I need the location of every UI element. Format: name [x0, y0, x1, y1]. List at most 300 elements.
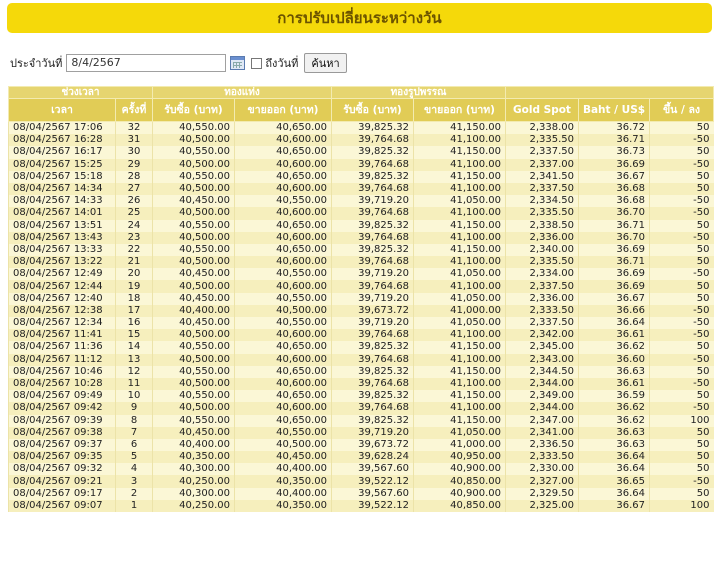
cell-ornament-sell: 41,100.00	[414, 183, 506, 195]
cell-bar-buy: 40,550.00	[153, 390, 235, 402]
cell-time: 08/04/2567 12:34	[9, 317, 116, 329]
cell-bar-sell: 40,350.00	[235, 500, 332, 512]
cell-bar-sell: 40,600.00	[235, 354, 332, 366]
table-row	[9, 159, 714, 171]
cell-ornament-sell: 41,100.00	[414, 232, 506, 244]
cell-baht-usd: 36.68	[579, 195, 650, 207]
cell-bar-sell: 40,500.00	[235, 305, 332, 317]
cell-round: 12	[116, 366, 153, 378]
cell-change: 100	[650, 415, 714, 427]
cell-change: 50	[650, 341, 714, 353]
cell-bar-sell: 40,650.00	[235, 122, 332, 135]
cell-round: 28	[116, 171, 153, 183]
table-row	[9, 207, 714, 219]
cell-baht-usd: 36.67	[579, 293, 650, 305]
cell-baht-usd: 36.62	[579, 415, 650, 427]
group-header-blank	[506, 87, 714, 99]
cell-bar-sell: 40,650.00	[235, 146, 332, 158]
cell-baht-usd: 36.67	[579, 171, 650, 183]
cell-bar-sell: 40,600.00	[235, 232, 332, 244]
cell-baht-usd: 36.62	[579, 402, 650, 414]
cell-ornament-sell: 41,100.00	[414, 134, 506, 146]
cell-change: 50	[650, 244, 714, 256]
cell-ornament-buy: 39,825.32	[332, 146, 414, 158]
cell-bar-buy: 40,450.00	[153, 195, 235, 207]
cell-gold-spot: 2,333.50	[506, 305, 579, 317]
cell-baht-usd: 36.71	[579, 256, 650, 268]
cell-gold-spot: 2,344.00	[506, 378, 579, 390]
cell-time: 08/04/2567 09:32	[9, 463, 116, 475]
cell-baht-usd: 36.60	[579, 354, 650, 366]
cell-time: 08/04/2567 11:41	[9, 329, 116, 341]
table-row	[9, 354, 714, 366]
cell-bar-sell: 40,600.00	[235, 378, 332, 390]
cell-bar-sell: 40,350.00	[235, 475, 332, 487]
col-header-gold-spot: Gold Spot	[506, 99, 579, 122]
cell-gold-spot: 2,338.00	[506, 122, 579, 135]
cell-round: 16	[116, 317, 153, 329]
cell-bar-sell: 40,600.00	[235, 183, 332, 195]
table-row	[9, 171, 714, 183]
cell-round: 27	[116, 183, 153, 195]
col-header-change: ขึ้น / ลง	[650, 99, 714, 122]
cell-ornament-buy: 39,719.20	[332, 317, 414, 329]
cell-gold-spot: 2,337.50	[506, 280, 579, 292]
cell-baht-usd: 36.65	[579, 475, 650, 487]
column-header-row	[9, 99, 714, 122]
cell-ornament-sell: 41,100.00	[414, 159, 506, 171]
cell-ornament-buy: 39,628.24	[332, 451, 414, 463]
cell-ornament-buy: 39,825.32	[332, 341, 414, 353]
cell-round: 2	[116, 488, 153, 500]
cell-round: 29	[116, 159, 153, 171]
table-row	[9, 341, 714, 353]
cell-bar-buy: 40,550.00	[153, 220, 235, 232]
cell-ornament-sell: 41,050.00	[414, 293, 506, 305]
cell-baht-usd: 36.68	[579, 183, 650, 195]
cell-time: 08/04/2567 14:34	[9, 183, 116, 195]
cell-gold-spot: 2,334.00	[506, 268, 579, 280]
cell-bar-buy: 40,250.00	[153, 500, 235, 512]
cell-ornament-sell: 41,100.00	[414, 280, 506, 292]
cell-round: 19	[116, 280, 153, 292]
cell-bar-buy: 40,450.00	[153, 293, 235, 305]
cell-ornament-sell: 41,150.00	[414, 366, 506, 378]
cell-bar-sell: 40,550.00	[235, 195, 332, 207]
cell-gold-spot: 2,342.00	[506, 329, 579, 341]
cell-ornament-sell: 41,100.00	[414, 329, 506, 341]
cell-ornament-buy: 39,764.68	[332, 280, 414, 292]
cell-bar-buy: 40,450.00	[153, 317, 235, 329]
cell-gold-spot: 2,345.00	[506, 341, 579, 353]
cell-bar-sell: 40,650.00	[235, 220, 332, 232]
price-change-table	[8, 86, 714, 512]
cell-bar-sell: 40,650.00	[235, 366, 332, 378]
cell-baht-usd: 36.73	[579, 146, 650, 158]
cell-round: 23	[116, 232, 153, 244]
table-row	[9, 390, 714, 402]
cell-time: 08/04/2567 10:28	[9, 378, 116, 390]
cell-gold-spot: 2,333.50	[506, 451, 579, 463]
cell-round: 5	[116, 451, 153, 463]
cell-ornament-buy: 39,764.68	[332, 329, 414, 341]
cell-time: 08/04/2567 13:43	[9, 232, 116, 244]
table-row	[9, 415, 714, 427]
cell-ornament-sell: 41,150.00	[414, 220, 506, 232]
cell-ornament-buy: 39,764.68	[332, 232, 414, 244]
cell-change: -50	[650, 232, 714, 244]
col-header-bar-sell: ขายออก (บาท)	[235, 99, 332, 122]
cell-ornament-buy: 39,764.68	[332, 378, 414, 390]
cell-ornament-sell: 40,950.00	[414, 451, 506, 463]
cell-change: 50	[650, 439, 714, 451]
cell-time: 08/04/2567 09:17	[9, 488, 116, 500]
cell-change: 50	[650, 146, 714, 158]
cell-bar-buy: 40,300.00	[153, 488, 235, 500]
cell-time: 08/04/2567 10:46	[9, 366, 116, 378]
cell-round: 3	[116, 475, 153, 487]
cell-ornament-buy: 39,567.60	[332, 488, 414, 500]
cell-change: -50	[650, 475, 714, 487]
group-header-bar-gold: ทองแท่ง	[153, 87, 332, 99]
cell-ornament-buy: 39,567.60	[332, 463, 414, 475]
cell-bar-buy: 40,500.00	[153, 134, 235, 146]
table-row	[9, 122, 714, 135]
table-row	[9, 366, 714, 378]
cell-change: -50	[650, 378, 714, 390]
cell-change: 50	[650, 256, 714, 268]
cell-ornament-buy: 39,673.72	[332, 439, 414, 451]
cell-bar-buy: 40,400.00	[153, 439, 235, 451]
cell-change: 50	[650, 390, 714, 402]
cell-gold-spot: 2,334.50	[506, 195, 579, 207]
cell-change: 50	[650, 463, 714, 475]
page-title: การปรับเปลี่ยนระหว่างวัน	[277, 9, 442, 27]
cell-time: 08/04/2567 09:42	[9, 402, 116, 414]
cell-ornament-buy: 39,719.20	[332, 293, 414, 305]
cell-gold-spot: 2,336.50	[506, 439, 579, 451]
cell-change: -50	[650, 329, 714, 341]
to-date-checkbox[interactable]	[251, 58, 262, 69]
cell-bar-buy: 40,550.00	[153, 415, 235, 427]
cell-bar-sell: 40,400.00	[235, 463, 332, 475]
cell-baht-usd: 36.69	[579, 268, 650, 280]
cell-change: 50	[650, 183, 714, 195]
cell-ornament-buy: 39,764.68	[332, 183, 414, 195]
cell-gold-spot: 2,327.00	[506, 475, 579, 487]
cell-time: 08/04/2567 09:38	[9, 427, 116, 439]
cell-bar-sell: 40,650.00	[235, 390, 332, 402]
cell-ornament-buy: 39,719.20	[332, 195, 414, 207]
cell-bar-buy: 40,500.00	[153, 183, 235, 195]
cell-gold-spot: 2,335.50	[506, 256, 579, 268]
cell-change: 50	[650, 220, 714, 232]
cell-bar-sell: 40,500.00	[235, 439, 332, 451]
cell-time: 08/04/2567 13:33	[9, 244, 116, 256]
cell-round: 21	[116, 256, 153, 268]
group-header-ornament-gold: ทองรูปพรรณ	[332, 87, 506, 99]
cell-baht-usd: 36.64	[579, 317, 650, 329]
cell-gold-spot: 2,330.00	[506, 463, 579, 475]
cell-bar-buy: 40,500.00	[153, 378, 235, 390]
cell-round: 6	[116, 439, 153, 451]
cell-ornament-buy: 39,522.12	[332, 500, 414, 512]
cell-ornament-sell: 41,150.00	[414, 390, 506, 402]
table-row	[9, 232, 714, 244]
cell-ornament-sell: 41,050.00	[414, 317, 506, 329]
search-button[interactable]: ค้นหา	[304, 53, 346, 73]
table-row	[9, 439, 714, 451]
cell-gold-spot: 2,344.00	[506, 402, 579, 414]
cell-ornament-sell: 41,150.00	[414, 146, 506, 158]
cell-bar-sell: 40,550.00	[235, 293, 332, 305]
cell-bar-sell: 40,600.00	[235, 134, 332, 146]
cell-time: 08/04/2567 09:35	[9, 451, 116, 463]
cell-round: 13	[116, 354, 153, 366]
cell-time: 08/04/2567 09:39	[9, 415, 116, 427]
cell-time: 08/04/2567 11:36	[9, 341, 116, 353]
cell-ornament-sell: 40,850.00	[414, 500, 506, 512]
cell-baht-usd: 36.70	[579, 232, 650, 244]
cell-time: 08/04/2567 12:38	[9, 305, 116, 317]
date-label: ประจำวันที่	[10, 57, 63, 70]
cell-change: -50	[650, 134, 714, 146]
cell-time: 08/04/2567 15:25	[9, 159, 116, 171]
cell-baht-usd: 36.71	[579, 220, 650, 232]
cell-ornament-sell: 41,000.00	[414, 305, 506, 317]
cell-time: 08/04/2567 09:49	[9, 390, 116, 402]
cell-baht-usd: 36.64	[579, 463, 650, 475]
table-row	[9, 378, 714, 390]
cell-ornament-buy: 39,719.20	[332, 427, 414, 439]
table-row	[9, 402, 714, 414]
cell-change: -50	[650, 195, 714, 207]
cell-change: -50	[650, 354, 714, 366]
cell-gold-spot: 2,343.00	[506, 354, 579, 366]
cell-bar-sell: 40,550.00	[235, 268, 332, 280]
col-header-bar-buy: รับซื้อ (บาท)	[153, 99, 235, 122]
cell-bar-sell: 40,450.00	[235, 451, 332, 463]
cell-ornament-buy: 39,764.68	[332, 159, 414, 171]
cell-change: 50	[650, 488, 714, 500]
col-header-round: ครั้งที่	[116, 99, 153, 122]
cell-ornament-sell: 41,150.00	[414, 244, 506, 256]
cell-baht-usd: 36.66	[579, 305, 650, 317]
cell-time: 08/04/2567 09:37	[9, 439, 116, 451]
cell-bar-sell: 40,600.00	[235, 207, 332, 219]
page-title-bar	[7, 3, 712, 33]
cell-ornament-sell: 41,050.00	[414, 268, 506, 280]
cell-baht-usd: 36.69	[579, 280, 650, 292]
cell-bar-buy: 40,250.00	[153, 475, 235, 487]
cell-ornament-buy: 39,825.32	[332, 366, 414, 378]
cell-bar-sell: 40,650.00	[235, 244, 332, 256]
cell-round: 1	[116, 500, 153, 512]
cell-round: 10	[116, 390, 153, 402]
cell-change: -50	[650, 402, 714, 414]
cell-ornament-sell: 41,150.00	[414, 171, 506, 183]
cell-bar-buy: 40,500.00	[153, 354, 235, 366]
cell-ornament-buy: 39,825.32	[332, 171, 414, 183]
cell-baht-usd: 36.61	[579, 378, 650, 390]
cell-ornament-sell: 41,100.00	[414, 378, 506, 390]
table-row	[9, 256, 714, 268]
cell-time: 08/04/2567 15:18	[9, 171, 116, 183]
cell-bar-buy: 40,550.00	[153, 146, 235, 158]
table-row	[9, 220, 714, 232]
cell-bar-sell: 40,600.00	[235, 402, 332, 414]
cell-round: 22	[116, 244, 153, 256]
cell-baht-usd: 36.71	[579, 134, 650, 146]
cell-ornament-buy: 39,673.72	[332, 305, 414, 317]
cell-baht-usd: 36.59	[579, 390, 650, 402]
cell-time: 08/04/2567 13:22	[9, 256, 116, 268]
cell-ornament-buy: 39,764.68	[332, 134, 414, 146]
date-filter-form	[10, 52, 347, 74]
cell-time: 08/04/2567 09:21	[9, 475, 116, 487]
cell-bar-sell: 40,600.00	[235, 280, 332, 292]
cell-change: -50	[650, 159, 714, 171]
cell-change: 50	[650, 171, 714, 183]
cell-gold-spot: 2,335.50	[506, 134, 579, 146]
cell-baht-usd: 36.70	[579, 207, 650, 219]
cell-round: 4	[116, 463, 153, 475]
table-row	[9, 427, 714, 439]
cell-ornament-buy: 39,825.32	[332, 390, 414, 402]
cell-bar-sell: 40,650.00	[235, 415, 332, 427]
cell-ornament-buy: 39,522.12	[332, 475, 414, 487]
cell-ornament-sell: 41,150.00	[414, 415, 506, 427]
cell-change: -50	[650, 207, 714, 219]
table-row	[9, 183, 714, 195]
cell-gold-spot: 2,338.50	[506, 220, 579, 232]
cell-ornament-buy: 39,764.68	[332, 207, 414, 219]
cell-bar-buy: 40,450.00	[153, 268, 235, 280]
cell-change: 50	[650, 122, 714, 135]
cell-change: 50	[650, 280, 714, 292]
cell-change: 100	[650, 500, 714, 512]
calendar-icon[interactable]	[230, 56, 245, 70]
cell-baht-usd: 36.61	[579, 329, 650, 341]
cell-bar-buy: 40,550.00	[153, 171, 235, 183]
cell-gold-spot: 2,325.00	[506, 500, 579, 512]
cell-ornament-sell: 41,050.00	[414, 427, 506, 439]
cell-ornament-sell: 40,900.00	[414, 488, 506, 500]
cell-baht-usd: 36.64	[579, 451, 650, 463]
cell-bar-buy: 40,500.00	[153, 232, 235, 244]
cell-time: 08/04/2567 12:40	[9, 293, 116, 305]
cell-ornament-sell: 41,100.00	[414, 207, 506, 219]
cell-time: 08/04/2567 16:28	[9, 134, 116, 146]
table-row	[9, 293, 714, 305]
table-row	[9, 195, 714, 207]
col-header-ornament-buy: รับซื้อ (บาท)	[332, 99, 414, 122]
cell-round: 15	[116, 329, 153, 341]
cell-ornament-sell: 41,150.00	[414, 122, 506, 135]
cell-ornament-sell: 41,100.00	[414, 256, 506, 268]
cell-bar-sell: 40,600.00	[235, 329, 332, 341]
cell-bar-sell: 40,600.00	[235, 256, 332, 268]
cell-time: 08/04/2567 16:17	[9, 146, 116, 158]
cell-baht-usd: 36.64	[579, 488, 650, 500]
cell-round: 25	[116, 207, 153, 219]
cell-baht-usd: 36.62	[579, 341, 650, 353]
cell-round: 24	[116, 220, 153, 232]
cell-ornament-sell: 40,850.00	[414, 475, 506, 487]
cell-bar-buy: 40,500.00	[153, 280, 235, 292]
cell-gold-spot: 2,340.00	[506, 244, 579, 256]
table-row	[9, 146, 714, 158]
cell-gold-spot: 2,336.00	[506, 232, 579, 244]
cell-baht-usd: 36.72	[579, 122, 650, 135]
cell-bar-buy: 40,450.00	[153, 427, 235, 439]
cell-gold-spot: 2,341.00	[506, 427, 579, 439]
cell-round: 11	[116, 378, 153, 390]
cell-round: 31	[116, 134, 153, 146]
cell-baht-usd: 36.67	[579, 500, 650, 512]
cell-bar-buy: 40,550.00	[153, 244, 235, 256]
cell-change: 50	[650, 293, 714, 305]
cell-gold-spot: 2,344.50	[506, 366, 579, 378]
table-row	[9, 451, 714, 463]
cell-change: 50	[650, 451, 714, 463]
cell-ornament-buy: 39,764.68	[332, 256, 414, 268]
cell-ornament-buy: 39,764.68	[332, 402, 414, 414]
cell-bar-buy: 40,550.00	[153, 341, 235, 353]
cell-gold-spot: 2,349.00	[506, 390, 579, 402]
cell-bar-buy: 40,300.00	[153, 463, 235, 475]
col-header-baht-usd: Baht / US$	[579, 99, 650, 122]
cell-round: 32	[116, 122, 153, 135]
cell-time: 08/04/2567 14:33	[9, 195, 116, 207]
cell-round: 17	[116, 305, 153, 317]
table-row	[9, 134, 714, 146]
cell-bar-sell: 40,600.00	[235, 159, 332, 171]
table-body	[9, 122, 714, 513]
cell-baht-usd: 36.69	[579, 244, 650, 256]
cell-baht-usd: 36.69	[579, 159, 650, 171]
cell-ornament-sell: 41,050.00	[414, 195, 506, 207]
cell-round: 26	[116, 195, 153, 207]
cell-round: 18	[116, 293, 153, 305]
cell-round: 30	[116, 146, 153, 158]
table-row	[9, 317, 714, 329]
date-input[interactable]: 8/4/2567	[66, 54, 226, 72]
cell-round: 20	[116, 268, 153, 280]
cell-gold-spot: 2,347.00	[506, 415, 579, 427]
cell-time: 08/04/2567 11:12	[9, 354, 116, 366]
cell-gold-spot: 2,337.00	[506, 159, 579, 171]
table-row	[9, 463, 714, 475]
cell-gold-spot: 2,336.00	[506, 293, 579, 305]
cell-bar-sell: 40,400.00	[235, 488, 332, 500]
cell-change: 50	[650, 366, 714, 378]
cell-bar-buy: 40,400.00	[153, 305, 235, 317]
to-date-label: ถึงวันที่	[265, 57, 299, 70]
cell-gold-spot: 2,337.50	[506, 317, 579, 329]
cell-round: 7	[116, 427, 153, 439]
cell-ornament-buy: 39,825.32	[332, 122, 414, 135]
cell-ornament-sell: 40,900.00	[414, 463, 506, 475]
cell-time: 08/04/2567 14:01	[9, 207, 116, 219]
table-row	[9, 488, 714, 500]
cell-time: 08/04/2567 12:49	[9, 268, 116, 280]
cell-ornament-buy: 39,825.32	[332, 220, 414, 232]
cell-baht-usd: 36.63	[579, 366, 650, 378]
cell-bar-buy: 40,350.00	[153, 451, 235, 463]
cell-change: -50	[650, 317, 714, 329]
table-row	[9, 280, 714, 292]
